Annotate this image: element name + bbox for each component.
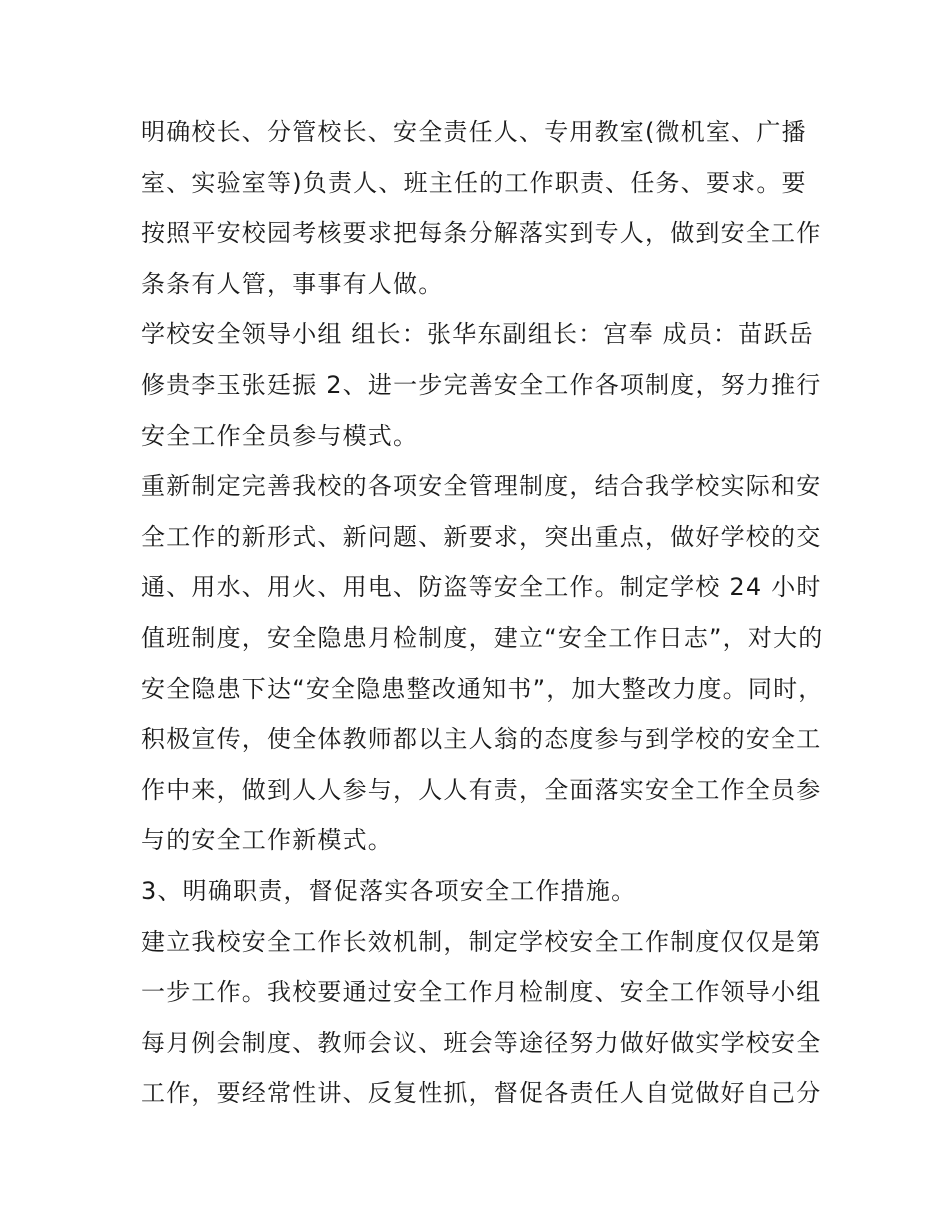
text-line: 与的安全工作新模式。 (141, 826, 393, 855)
text-line: 室、实验室等)负责人、班主任的工作职责、任务、要求。要 (141, 168, 807, 197)
text-line: 积极宣传，使全体教师都以主人翁的态度参与到学校的安全工 (141, 725, 822, 754)
section-heading: 3、明确职责，督促落实各项安全工作措施。 (141, 876, 637, 905)
text-line: 通、用水、用火、用电、防盗等安全工作。制定学校 24 小时 (141, 573, 822, 602)
text-line: 每月例会制度、教师会议、班会等途径努力做好做实学校安全 (141, 1028, 822, 1057)
text-line: 学校安全领导小组 组长：张华东副组长：宫奉 成员：苗跃岳 (141, 320, 814, 349)
text-line: 安全隐患下达“安全隐患整改通知书”，加大整改力度。同时， (141, 674, 824, 703)
text-line: 全工作的新形式、新问题、新要求，突出重点，做好学校的交 (141, 522, 822, 551)
text-line: 一步工作。我校要通过安全工作月检制度、安全工作领导小组 (141, 978, 822, 1007)
text-line: 作中来，做到人人参与，人人有责，全面落实安全工作全员参 (141, 775, 822, 804)
document-body (141, 107, 824, 1119)
text-line: 重新制定完善我校的各项安全管理制度，结合我学校实际和安 (141, 472, 822, 501)
text-line: 建立我校安全工作长效机制，制定学校安全工作制度仅仅是第 (141, 927, 822, 956)
text-line: 工作，要经常性讲、反复性抓，督促各责任人自觉做好自己分 (141, 1079, 822, 1108)
text-line: 值班制度，安全隐患月检制度，建立“安全工作日志”，对大的 (141, 623, 824, 652)
text-line: 条条有人管，事事有人做。 (141, 269, 444, 298)
text-line: 按照平安校园考核要求把每条分解落实到专人，做到安全工作 (141, 219, 822, 248)
text-line: 明确校长、分管校长、安全责任人、专用教室(微机室、广播 (141, 118, 807, 146)
text-line: 修贵李玉张廷振 2、进一步完善安全工作各项制度，努力推行 (141, 370, 822, 399)
text-line: 安全工作全员参与模式。 (141, 421, 419, 450)
